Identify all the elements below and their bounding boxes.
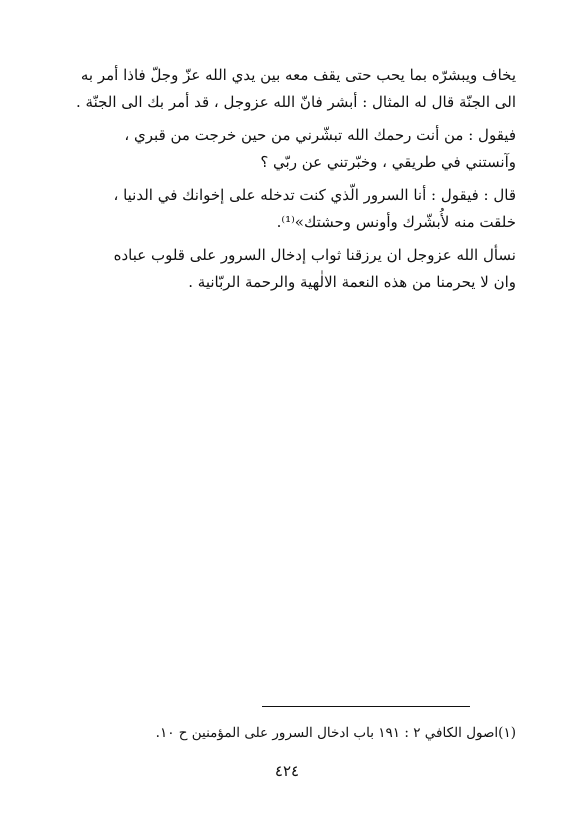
text-line: خلقت منه لأُبشّرك وأونس وحشتك»⁽¹⁾. <box>276 213 516 231</box>
page-number: ٤٢٤ <box>274 762 300 780</box>
paragraph <box>60 242 516 296</box>
footnote-divider <box>262 706 470 707</box>
paragraph <box>60 182 516 236</box>
text-line: يخاف ويبشرّه بما يحب حتى يقف معه بين يدي الله عزّ وجلّ فاذا أمر به <box>80 66 516 84</box>
main-text <box>60 62 516 296</box>
paragraph <box>60 62 516 116</box>
text-line: وآنستني في طريقي ، وخبّرتني عن ربّي ؟ <box>260 153 516 171</box>
footnote: (١)اصول الكافي ٢ : ١٩١ باب ادخال السرور على المؤمنين ح ١٠. <box>155 725 516 741</box>
text-line: وان لا يحرمنا من هذه النعمة الالٰهية والرحمة الربّانية . <box>188 273 516 291</box>
text-line: قال : فيقول : أنا السرور الّذي كنت تدخله على إخوانك في الدنيا ، <box>113 186 516 204</box>
text-line: نسأل الله عزوجل ان يرزقنا ثواب إدخال السرور على قلوب عباده <box>113 246 516 264</box>
paragraph <box>60 122 516 176</box>
text-line: فيقول : من أنت رحمك الله تبشّرني من حين خرجت من قبري ، <box>124 126 516 144</box>
text-line: الى الجنّة قال له المثال : أبشر فانّ الله عزوجل ، قد أمر بك الى الجنّة . <box>75 93 516 111</box>
